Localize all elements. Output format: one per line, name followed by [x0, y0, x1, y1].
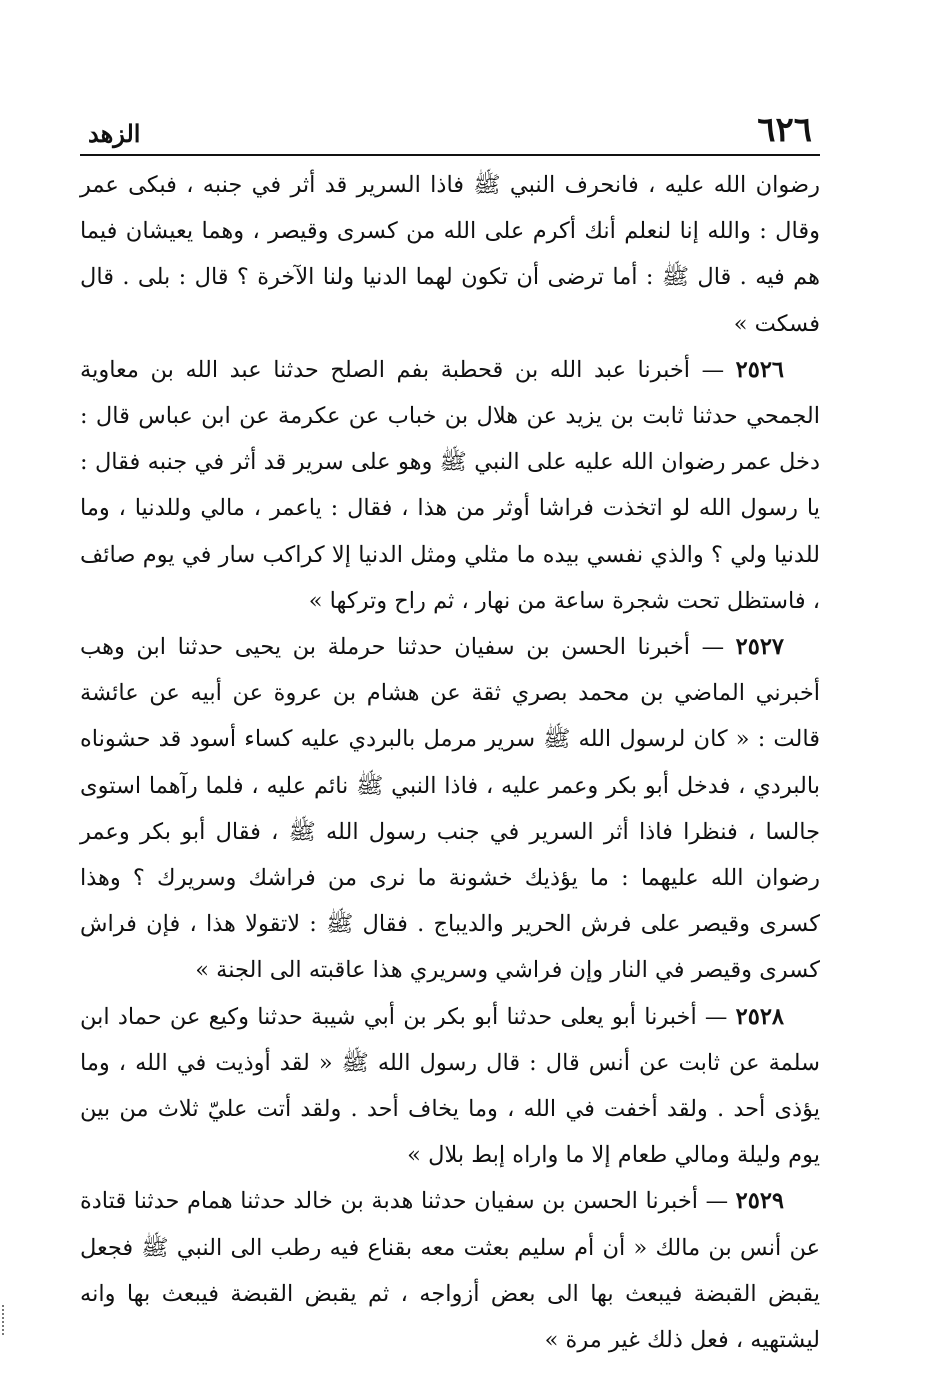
hadith-paragraph — [80, 624, 820, 994]
scan-edge-mark — [2, 1305, 6, 1335]
page-content — [80, 162, 820, 1363]
hadith-text: أخبرنا أبو يعلى حدثنا أبو بكر بن أبي شيبة حدثنا وكيع عن حماد ابن سلمة عن ثابت عن أنس قال : قال رسول الله ﷺ « لقد أوذيت في الله ، وما يؤذى أحد . ولقد أخفت في الله ، وما يخاف أحد . ولقد أتت عليّ ثلاث من بين يوم وليلة ومالي طعام إلا ما واراه إبط بلال » — [80, 1003, 820, 1169]
hadith-paragraph — [80, 347, 820, 624]
hadith-text: أخبرنا عبد الله بن قحطبة بفم الصلح حدثنا عبد الله بن معاوية الجمحي حدثنا ثابت بن يزيد عن هلال بن خباب عن عكرمة عن ابن عباس قال : دخل عمر رضوان الله عليه على النبي ﷺ وهو على سرير قد أثر في جنبه فقال : يا رسول الله لو اتخذت فراشا أوثر من هذا ، فقال : ياعمر ، مالي وللدنيا ، وما للدنيا ولي ؟ والذي نفسي بيده ما مثلي ومثل الدنيا إلا كراكب سار في يوم صائف ، فاستظل تحت شجرة ساعة من نهار ، ثم راح وتركها » — [80, 356, 820, 614]
page-header — [80, 100, 820, 156]
section-title: الزهد — [88, 119, 141, 148]
hadith-paragraph — [80, 1178, 820, 1363]
hadith-dash: — — [696, 1003, 728, 1030]
hadith-number: ٢٥٢٦ — [735, 356, 784, 383]
hadith-dash: — — [690, 634, 725, 661]
hadith-paragraph — [80, 994, 820, 1179]
continuation-paragraph: رضوان الله عليه ، فانحرف النبي ﷺ فاذا السرير قد أثر في جنبه ، فبكى عمر وقال : والله إنا لنعلم أنك أكرم على الله من كسرى وقيصر ، وهما يعيشان فيما هم فيه . قال ﷺ : أما ترضى أن تكون لهما الدنيا ولنا الآخرة ؟ قال : بلى . قال فسكت » — [80, 172, 820, 337]
hadith-number: ٢٥٢٧ — [735, 634, 784, 661]
hadith-dash: — — [690, 356, 725, 383]
hadith-text: أخبرنا الحسن بن سفيان حدثنا حرملة بن يحيى حدثنا ابن وهب أخبرني الماضي بن محمد بصري ثقة عن هشام بن عروة عن أبيه عن عائشة قالت : « كان لرسول الله ﷺ سرير مرمل بالبردي عليه كساء أسود قد حشوناه بالبردي ، فدخل أبو بكر وعمر عليه ، فاذا النبي ﷺ نائم عليه ، فلما رآهما استوى جالسا ، فنظرا فاذا أثر السرير في جنب رسول الله ﷺ ، فقال أبو بكر وعمر رضوان الله عليهما : ما يؤذيك خشونة ما نرى من فراشك وسريرك ؟ وهذا كسرى وقيصر على فرش الحرير والديباج . فقال ﷺ : لاتقولا هذا ، فإن فراش كسرى وقيصر في النار وإن فراشي وسريري هذا عاقبته الى الجنة » — [80, 634, 820, 984]
hadith-number: ٢٥٢٩ — [735, 1188, 784, 1215]
hadith-dash: — — [698, 1188, 729, 1215]
book-page — [80, 100, 820, 1363]
page-number: ٦٢٦ — [757, 110, 812, 150]
hadith-number: ٢٥٢٨ — [735, 1003, 784, 1030]
hadith-text: أخبرنا الحسن بن سفيان حدثنا هدبة بن خالد حدثنا همام حدثنا قتادة عن أنس بن مالك « أن أم سليم بعثت معه بقناع فيه رطب الى النبي ﷺ فجعل يقبض القبضة فيبعث بها الى بعض أزواجه ، ثم يقبض القبضة فيبعث بها وانه ليشتهيه ، فعل ذلك غير مرة » — [80, 1188, 820, 1354]
